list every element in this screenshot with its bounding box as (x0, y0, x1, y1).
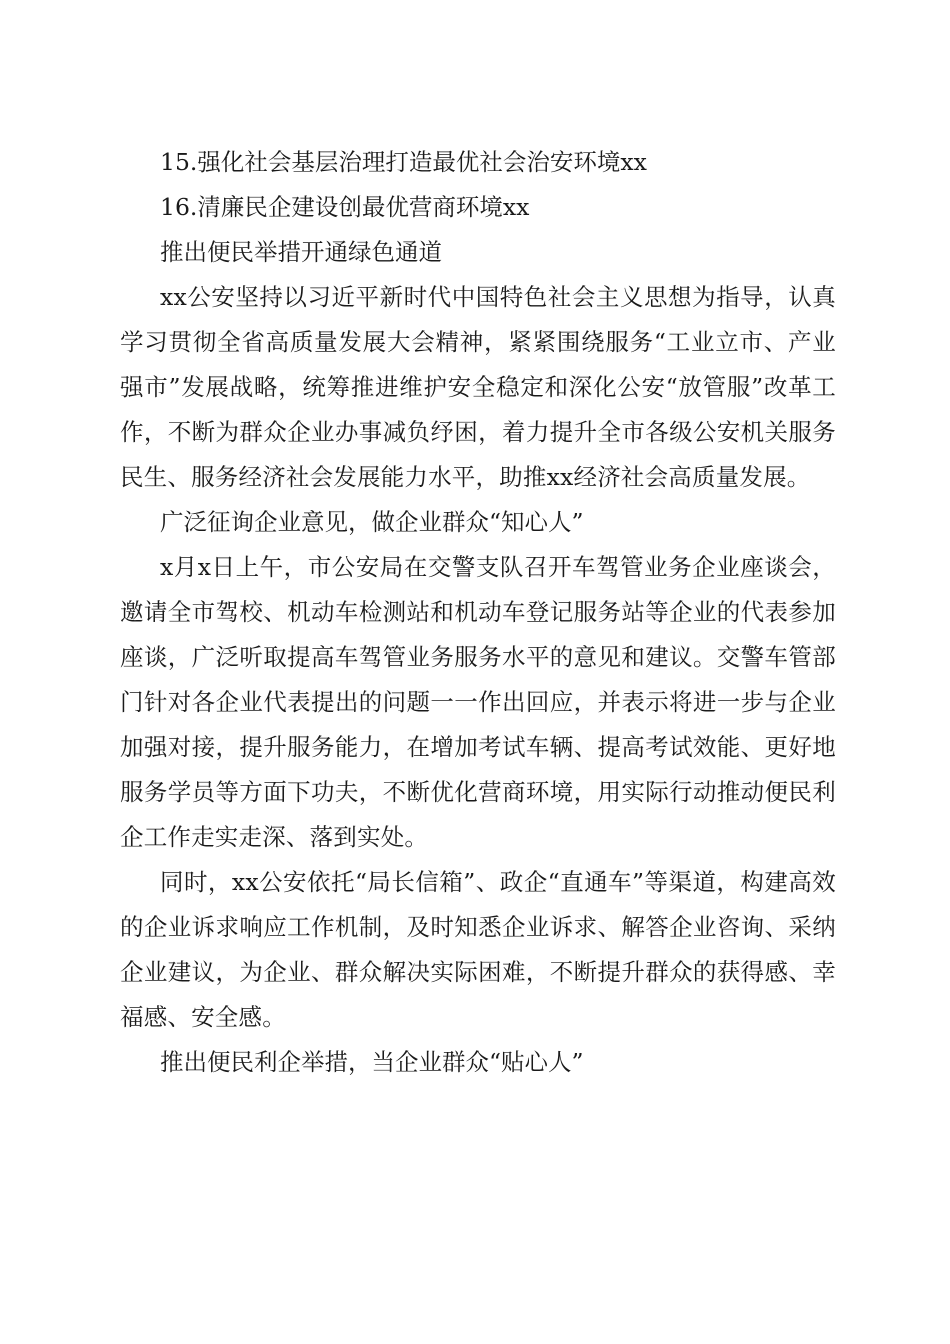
list-item-16: 16.清廉民企建设创最优营商环境xx (160, 193, 530, 221)
paragraph-channels: 同时，xx公安依托“局长信箱”、政企“直通车”等渠道，构建高效的企业诉求响应工作机制，及时知悉企业诉求、解答企业咨询、采纳企业建议，为企业、群众解决实际困难，不断提升群众的获得感、幸福感、安全感。 (120, 868, 836, 1031)
paragraph-intro: xx公安坚持以习近平新时代中国特色社会主义思想为指导，认真学习贯彻全省高质量发展大会精神，紧紧围绕服务“工业立市、产业强市”发展战略，统筹推进维护安全稳定和深化公安“放管服”改革工作，不断为群众企业办事减负纾困，着力提升全市各级公安机关服务民生、服务经济社会发展能力水平，助推xx经济社会高质量发展。 (120, 283, 836, 491)
subheading-listen: 广泛征询企业意见，做企业群众“知心人” (160, 508, 584, 536)
paragraph-symposium: x月x日上午，市公安局在交警支队召开车驾管业务企业座谈会，邀请全市驾校、机动车检测站和机动车登记服务站等企业的代表参加座谈，广泛听取提高车驾管业务服务水平的意见和建议。交警车管部门针对各企业代表提出的问题一一作出回应，并表示将进一步与企业加强对接，提升服务能力，在增加考试车辆、提高考试效能、更好地服务学员等方面下功夫，不断优化营商环境，用实际行动推动便民利企工作走实走深、落到实处。 (120, 553, 836, 851)
subheading-measures: 推出便民利企举措，当企业群众“贴心人” (160, 1048, 584, 1076)
list-item-15: 15.强化社会基层治理打造最优社会治安环境xx (160, 148, 647, 176)
document-body (120, 140, 836, 1085)
section-title: 推出便民举措开通绿色通道 (160, 238, 442, 266)
